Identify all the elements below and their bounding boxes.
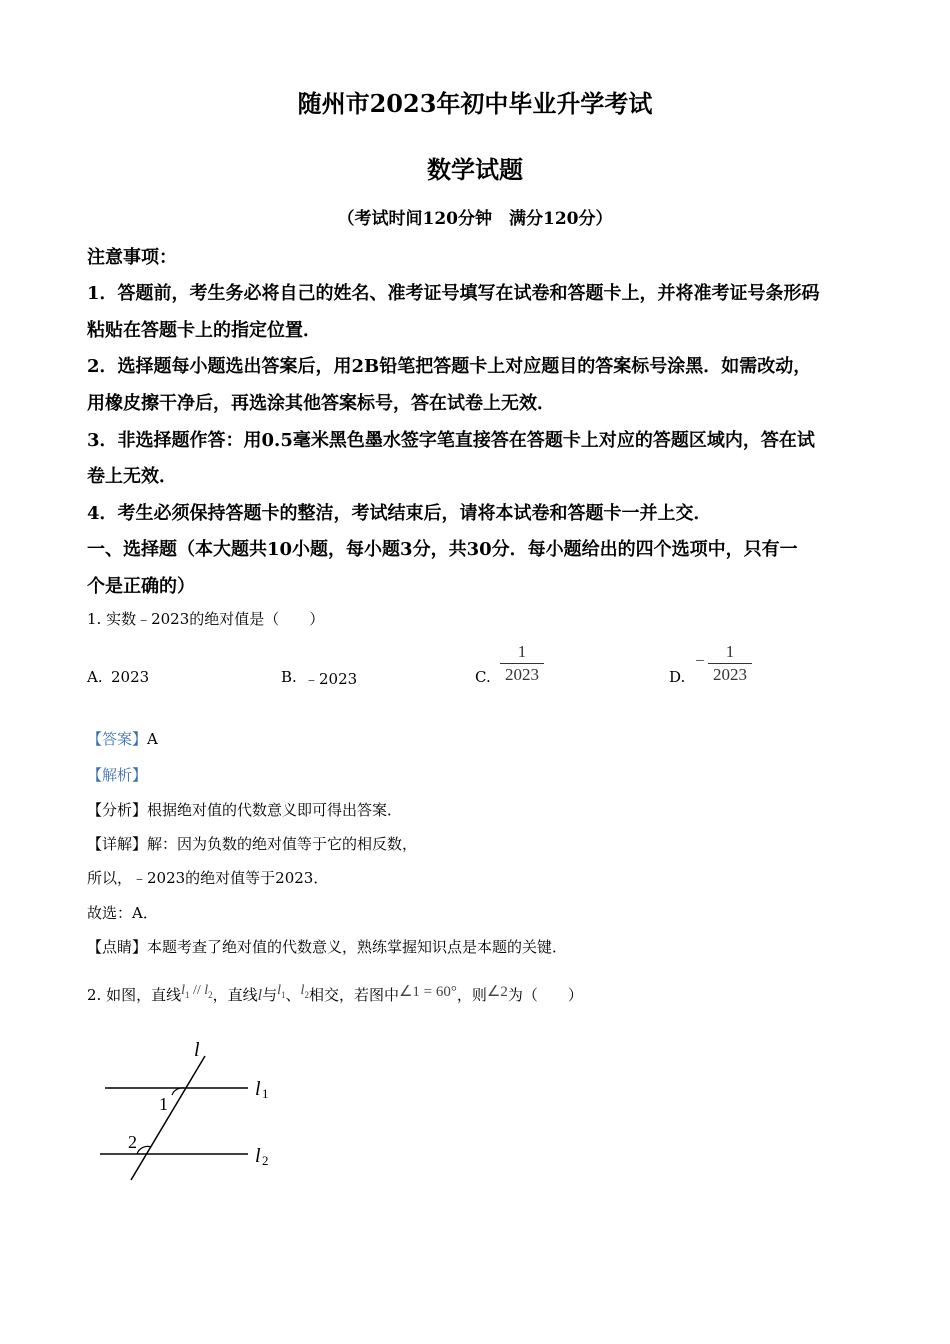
answer-value: A (147, 730, 158, 748)
label-l1: l (255, 1078, 261, 1100)
answer-line (87, 728, 158, 749)
q2-text: ，则 (456, 986, 487, 1004)
parallel-lines-figure (90, 1038, 290, 1188)
line-symbol: l (300, 983, 305, 998)
subscript: 1 (281, 990, 286, 1000)
question-1-stem: 1. 实数﹣2023的绝对值是（ ） (87, 610, 325, 628)
q2-text: 与 (262, 986, 278, 1004)
line-l2-symbol (301, 983, 309, 998)
section-heading-cont: 个是正确的） (87, 576, 195, 597)
fraction-denominator: 2023 (713, 665, 747, 684)
subscript: 1 (184, 990, 190, 1000)
subscript: 2 (304, 990, 309, 1000)
exam-subject: 数学试题 (427, 155, 523, 184)
notes-heading: 注意事项： (87, 247, 177, 268)
option-d-sign: − (695, 651, 705, 670)
q2-text: 、 (285, 986, 301, 1004)
option-d-fraction (708, 642, 752, 685)
detail-text: 【详解】解：因为负数的绝对值等于它的相反数， (87, 835, 418, 853)
note-line: 4．考生必须保持答题卡的整洁，考试结束后，请将本试卷和答题卡一并上交． (87, 503, 712, 524)
note-line: 卷上无效． (87, 466, 177, 487)
option-a-label: A. (87, 668, 103, 686)
option-b-value: ﹣2023 (304, 670, 358, 688)
fraction-bar (708, 663, 752, 664)
option-d-label: D. (669, 668, 686, 686)
label-l2-sub: 2 (262, 1153, 269, 1168)
option-b-label: B. (281, 668, 297, 686)
section-heading: 一、选择题（本大题共10小题，每小题3分，共30分．每小题给出的四个选项中，只有一 (87, 539, 798, 560)
label-l2: l (255, 1145, 261, 1167)
angle-1-expression: ∠1 = 60° (398, 984, 457, 1000)
label-l1-sub: 1 (262, 1086, 269, 1101)
option-c-label: C. (475, 668, 491, 686)
analysis-text: 【分析】根据绝对值的代数意义即可得出答案． (87, 801, 403, 819)
option-a-value: 2023 (111, 668, 150, 686)
detail-text-2: 所以，﹣2023的绝对值等于2023． (87, 869, 329, 887)
angle-2-expression: ∠2 (486, 984, 508, 1000)
parallel-expression (181, 983, 213, 998)
choice-text: 故选：A． (87, 904, 158, 922)
line-symbol: l (277, 983, 282, 998)
q2-text: ，直线 (212, 986, 258, 1004)
line-l-symbol: l (257, 987, 263, 1004)
line-l1-symbol (277, 983, 285, 998)
note-line: 粘贴在答题卡上的指定位置． (87, 320, 321, 341)
fraction-numerator: 1 (725, 642, 735, 661)
comment-text: 【点睛】本题考查了绝对值的代数意义，熟练掌握知识点是本题的关键． (87, 938, 568, 956)
note-line: 2．选择题每小题选出答案后，用2B铅笔把答题卡上对应题目的答案标号涂黑．如需改动， (87, 356, 812, 377)
line-l2-symbol: l (204, 983, 209, 998)
option-c-fraction (500, 642, 544, 685)
fraction-denominator: 2023 (505, 665, 539, 684)
exam-info: （考试时间120分钟 满分120分） (337, 209, 613, 229)
fraction-numerator: 1 (517, 642, 527, 661)
parallel-symbol: // (189, 983, 205, 998)
q2-text: 为（ ） (507, 986, 583, 1004)
angle-1-label: 1 (159, 1094, 168, 1114)
line-l1-symbol: l (181, 983, 185, 998)
q2-text: 2. 如图，直线 (87, 986, 182, 1004)
transversal-line (131, 1056, 205, 1180)
exam-title: 随州市2023年初中毕业升学考试 (297, 89, 653, 118)
label-l: l (194, 1039, 200, 1061)
answer-tag: 【答案】 (87, 730, 148, 748)
analysis-tag: 【解析】 (87, 766, 148, 784)
note-line: 1．答题前，考生务必将自己的姓名、准考证号填写在试卷和答题卡上，并将准考证号条形码 (87, 283, 820, 304)
q2-text: 相交，若图中 (308, 986, 399, 1004)
note-line: 用橡皮擦干净后，再选涂其他答案标号，答在试卷上无效． (87, 393, 555, 414)
angle-2-label: 2 (128, 1132, 137, 1152)
subscript: 2 (208, 990, 213, 1000)
fraction-bar (500, 663, 544, 664)
note-line: 3．非选择题作答：用0.5毫米黑色墨水签字笔直接答在答题卡上对应的答题区域内，答在试 (87, 430, 815, 451)
question-2-stem (87, 984, 583, 1006)
